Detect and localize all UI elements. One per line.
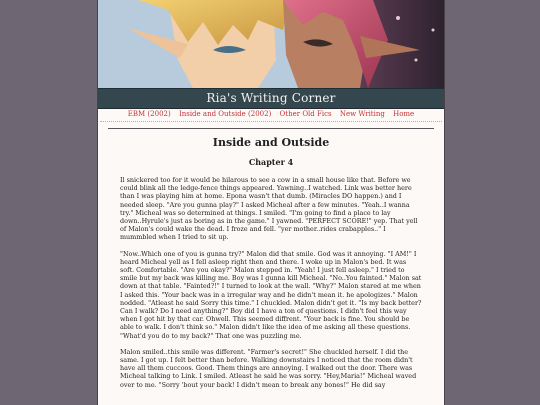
- nav-link-inside-and-outside-2002[interactable]: Inside and Outside (2002): [178, 110, 272, 118]
- story-paragraph: Malon smiled..this smile was different. "Farmer's secret!" She chuckled herself. I did the same. I got up. I felt better than before. Walking downstairs I noticed that the room didn't have all them cuccoos. Good. Them things are annoying. I walked out the door. There was Micheal talking to Link. I smiled. Atleast he said he was sorry. "Hey,Maria!" Micheal waved over to me. "Sorry 'bout your back! I didn't mean to break any bones!" He did say: [120, 347, 417, 389]
- chapter-heading: Chapter 4: [248, 157, 294, 167]
- page-container: [97, 0, 445, 405]
- banner-artwork: [98, 0, 444, 88]
- nav-divider: [100, 121, 442, 122]
- story-paragraph: "Now..Which one of you is gunna try?" Malon did that smile. God was it annoying. "I AM!" I heard Micheal yell as I fell asleep right then and there. I woke up in Malon's bed. It was soft. Comfortable. "Are you okay?" Malon stepped in. "Yeah! I just fell asleep." I tried to smile but my back was killing me. Boy was I gunna kill Micheal. "No..You fainted." Malon sat down at that table. "Fainted?!" I turned to look at the wall. "Why?" Malon stared at me when I asked this. "Your back was in a irregular way and he didn't mean it. he apologizes." Malon nodded. "Atleast he said Sorry this time." I chuckled. Malon didn't get it. "Is my back better? Can I walk? Do I need anything?" Boy did I have a ton of questions. I didn't feel this way when I got hit by that car. Ohwell. This seemed diffrent. "Your back is fine. You should be able to walk. I don't think so." Malon didn't like the idea of me asking all these questions. "What'd you do to my back?" That one was puzzling me.: [120, 249, 422, 340]
- header-banner-image: [98, 0, 444, 88]
- story-paragraph: Il snickered too for it would be hilarous to see a cow in a small house like that. Before we could blink all the ledge-fence things appeared. Yawning..I watched. Link was better here than I was playing him at home. Epona wasn't that dumb. (Miracles DO happen.) and I needed sleep. "Are you gunna play?" I asked Micheal after a few minutes. "Yeah..I wanna try." Micheal was so determined at things. I smiled. "I'm going to find a place to lay down..Hyrule's just as boring as in the game." I yawned. "PERFECT SCORE!" yep. That yell of Malon's could wake the dead. I froze and fell. "yer mother..rides crabapples.." I mummbled when I tried to sit up.: [120, 176, 418, 242]
- content-divider: [108, 128, 434, 129]
- story-content: [120, 176, 422, 397]
- nav-bar: [98, 108, 444, 121]
- nav-link-new-writing[interactable]: New Writing: [339, 110, 385, 118]
- story-title: Inside and Outside: [212, 136, 330, 149]
- nav-link-other-old-fics[interactable]: Other Old Fics: [279, 110, 332, 118]
- nav-link-home[interactable]: Home: [393, 110, 415, 118]
- nav-link-ebm-2002[interactable]: EBM (2002): [127, 110, 171, 118]
- site-title: Ria's Writing Corner: [98, 88, 444, 109]
